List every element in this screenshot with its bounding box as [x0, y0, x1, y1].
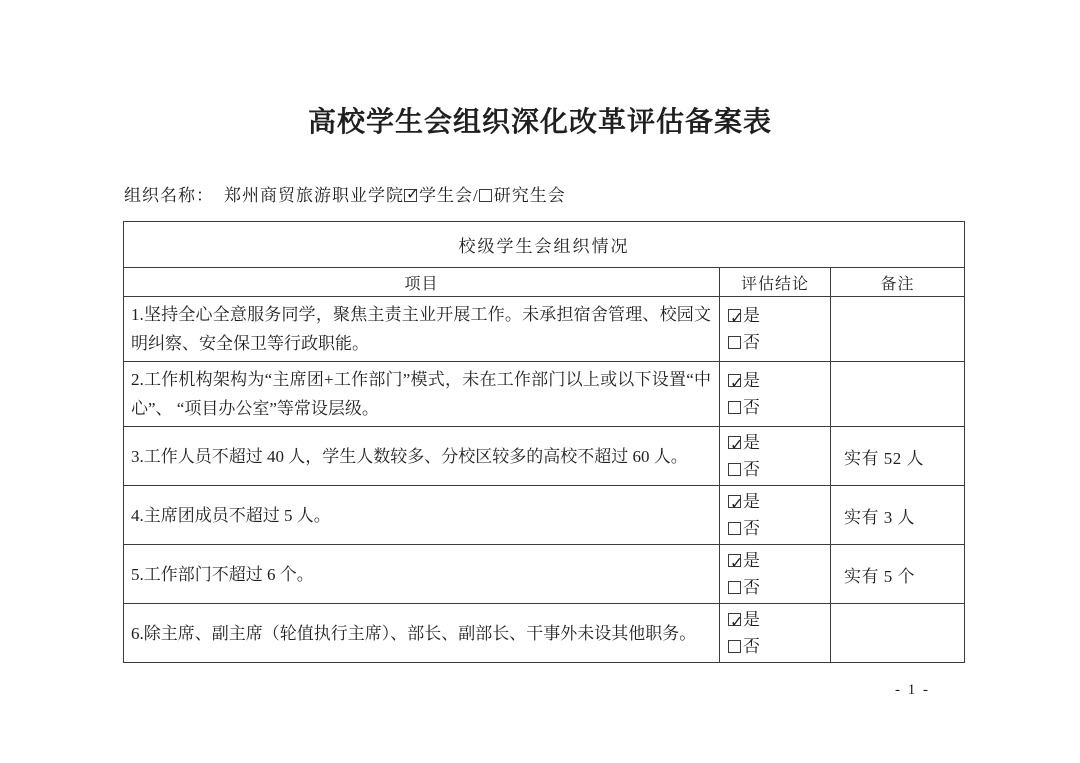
no-checkbox[interactable]: [728, 401, 741, 414]
no-option: [728, 394, 830, 421]
yes-label: 是: [743, 306, 760, 325]
table-row: [124, 486, 965, 545]
graduate-union-checkbox[interactable]: [479, 189, 492, 202]
no-label: 否: [743, 578, 760, 597]
item-cell: 6.除主席、副主席（轮值执行主席）、部长、副部长、干事外未设其他职务。: [124, 604, 720, 663]
table-header-row: [124, 268, 965, 297]
remark-cell: [831, 297, 965, 362]
remark-cell: 实有 52 人: [831, 427, 965, 486]
yes-option: [728, 488, 830, 515]
yes-label: 是: [743, 492, 760, 511]
table-caption-row: [124, 222, 965, 268]
yes-label: 是: [743, 371, 760, 390]
yes-checkbox[interactable]: [728, 554, 741, 567]
page-number: - 1 -: [895, 682, 930, 698]
no-checkbox[interactable]: [728, 640, 741, 653]
remark-cell: [831, 362, 965, 427]
organization-name: 郑州商贸旅游职业学院: [224, 186, 404, 205]
evaluation-table: [123, 221, 965, 663]
yes-checkbox[interactable]: [728, 309, 741, 322]
yes-checkbox[interactable]: [728, 436, 741, 449]
yes-checkbox[interactable]: [728, 613, 741, 626]
remark-cell: [831, 604, 965, 663]
yes-label: 是: [743, 433, 760, 452]
column-header-item: 项目: [124, 268, 720, 297]
item-cell: 3.工作人员不超过 40 人，学生人数较多、分校区较多的高校不超过 60 人。: [124, 427, 720, 486]
yes-checkbox[interactable]: [728, 374, 741, 387]
table-caption: 校级学生会组织情况: [124, 222, 965, 268]
evaluation-cell: [720, 486, 831, 545]
no-label: 否: [743, 519, 760, 538]
table-row: [124, 545, 965, 604]
table-row: [124, 297, 965, 362]
organization-label: 组织名称：: [124, 186, 214, 205]
no-option: [728, 456, 830, 483]
remark-cell: 实有 3 人: [831, 486, 965, 545]
remark-cell: 实有 5 个: [831, 545, 965, 604]
evaluation-cell: [720, 427, 831, 486]
evaluation-cell: [720, 297, 831, 362]
table-row: [124, 427, 965, 486]
evaluation-cell: [720, 362, 831, 427]
student-union-checkbox[interactable]: [404, 189, 417, 202]
graduate-union-label: 研究生会: [493, 186, 566, 205]
no-label: 否: [743, 398, 760, 417]
organization-line: [124, 181, 566, 206]
item-cell: 4.主席团成员不超过 5 人。: [124, 486, 720, 545]
no-checkbox[interactable]: [728, 522, 741, 535]
no-label: 否: [743, 333, 760, 352]
evaluation-cell: [720, 604, 831, 663]
yes-checkbox[interactable]: [728, 495, 741, 508]
no-label: 否: [743, 460, 760, 479]
option-separator: /: [473, 186, 479, 205]
yes-option: [728, 547, 830, 574]
no-option: [728, 329, 830, 356]
no-option: [728, 574, 830, 601]
column-header-remark: 备注: [831, 268, 965, 297]
no-label: 否: [743, 637, 760, 656]
student-union-label: 学生会: [419, 186, 473, 205]
yes-option: [728, 606, 830, 633]
no-option: [728, 515, 830, 542]
yes-option: [728, 429, 830, 456]
item-cell: 5.工作部门不超过 6 个。: [124, 545, 720, 604]
yes-option: [728, 367, 830, 394]
no-option: [728, 633, 830, 660]
item-cell: 1.坚持全心全意服务同学，聚焦主责主业开展工作。未承担宿舍管理、校园文明纠察、安全保卫等行政职能。: [124, 297, 720, 362]
column-header-evaluation: 评估结论: [720, 268, 831, 297]
table-row: [124, 604, 965, 663]
no-checkbox[interactable]: [728, 581, 741, 594]
no-checkbox[interactable]: [728, 336, 741, 349]
item-cell: 2.工作机构架构为“主席团+工作部门”模式，未在工作部门以上或以下设置“中心”、 “项目办公室”等常设层级。: [124, 362, 720, 427]
no-checkbox[interactable]: [728, 463, 741, 476]
evaluation-cell: [720, 545, 831, 604]
yes-label: 是: [743, 610, 760, 629]
document-title: 高校学生会组织深化改革评估备案表: [307, 107, 772, 138]
table-row: [124, 362, 965, 427]
yes-option: [728, 302, 830, 329]
yes-label: 是: [743, 551, 760, 570]
